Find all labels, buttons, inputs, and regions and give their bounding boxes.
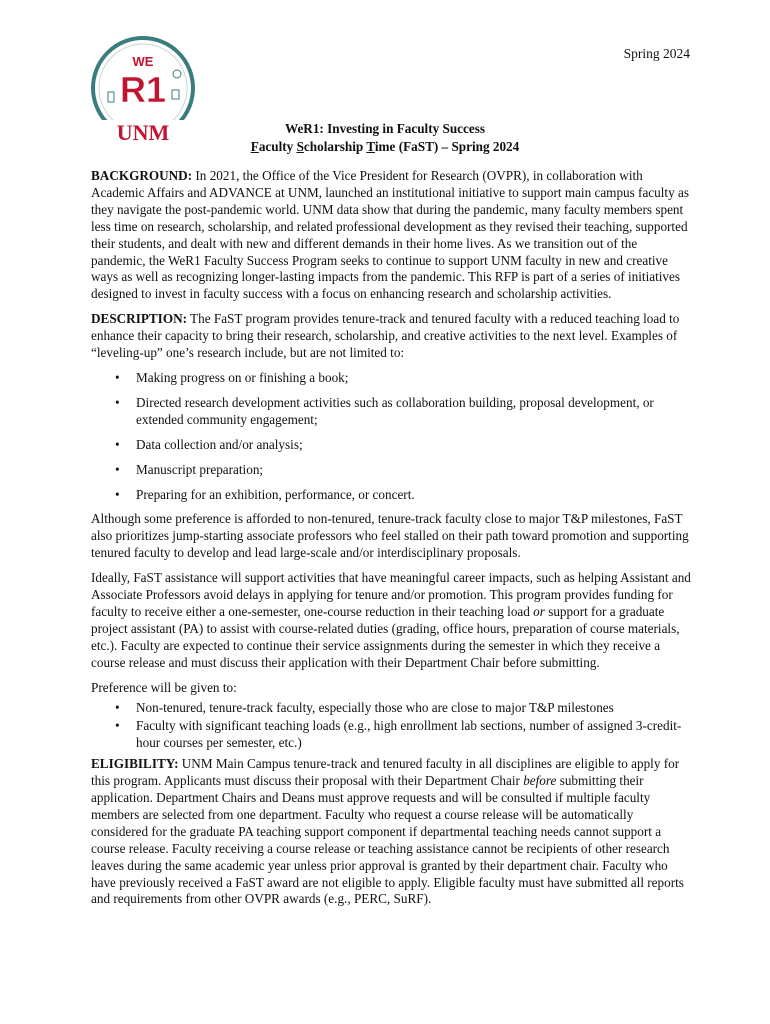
background-paragraph: BACKGROUND: In 2021, the Office of the Vice President for Research (OVPR), in collaboration with Academic Affairs and ADVANCE at UNM, launched an institutional initiative to support main campus faculty as they navigate the post-pandemic world. UNM data show that during the pandemic, many faculty members spent less time on research, scholarship, and related professional development as they revised their teaching, supported their students, and dealt with new and different demands in their home lives. As we transition out of the pandemic, the WeR1 Faculty Success Program seeks to continue to support UNM faculty in new and creative ways as well as recognizing longer-lasting impacts from the pandemic. This RFP is part of a series of initiatives designed to invest in faculty success with a focus on enhancing research and scholarship activities. (91, 168, 689, 302)
background-label: BACKGROUND: (91, 168, 193, 183)
list-item: • Making progress on or finishing a book; (91, 370, 691, 387)
title-line-1: WeR1: Investing in Faculty Success (284, 121, 485, 136)
list-item: • Directed research development activities such as collaboration building, proposal development, or extended community engagement; (91, 395, 691, 429)
list-item: • Non-tenured, tenure-track faculty, especially those who are close to major T&P milestones (91, 700, 691, 717)
title-line-2: Faculty Scholarship Time (FaST) – Spring 2024 (250, 139, 520, 154)
description-label: DESCRIPTION: (91, 311, 187, 327)
preference-note-paragraph: Although some preference is afforded to non-tenured, tenure-track faculty close to major T&P milestones, FaST also prioritizes jump-starting associate professors who feel stalled on their path toward promotion and supporting tenured faculty to develop and lead large-scale and/or interdisciplinary proposals. (91, 511, 689, 561)
description-bullet-list (91, 370, 691, 503)
logo-r1-text: R1 (119, 69, 167, 110)
list-item: • Preparing for an exhibition, performance, or concert. (91, 487, 691, 504)
description-paragraph: DESCRIPTION: The FaST program provides tenure-track and tenured faculty with a reduced teaching load to enhance their capacity to bring their research, scholarship, and creative activities to the next level. Examples of “leveling-up” one’s research include, but are not limited to: (91, 311, 680, 361)
preference-bullet-list (91, 700, 691, 752)
eligibility-label: ELIGIBILITY: (91, 756, 179, 772)
list-item: • Faculty with significant teaching loads (e.g., high enrollment lab sections, number of assigned 3-credit-hour courses per semester, etc.) (91, 718, 691, 752)
document-title-block (0, 120, 770, 156)
ideally-paragraph: Ideally, FaST assistance will support activities that have meaningful career impacts, such as helping Assistant and Associate Professors avoid delays in applying for tenure and/or promotion. This program provides funding for faculty to receive either a one-semester, one-course reduction in their teaching load or support for a graduate project assistant (PA) to assist with course-related duties (grading, office hours, preparation of course materials, etc.). Faculty are expected to continue their service assignments during the semester in which they receive a course release and must discuss their application with their Department Chair before submitting. (91, 570, 691, 670)
list-item: • Data collection and/or analysis; (91, 437, 691, 454)
preference-intro: Preference will be given to: (91, 679, 237, 695)
eligibility-paragraph: ELIGIBILITY: UNM Main Campus tenure-track and tenured faculty in all disciplines are eligible to apply for this program. Applicants must discuss their proposal with their Department Chair before submitting their application. Department Chairs and Deans must approve requests and will be consulted if multiple faculty members are selected from one department. Faculty who request a course release will be automatically considered for the graduate PA teaching support component if departmental teaching needs cannot support a course release. Faculty receiving a course release or teaching assistance cannot be recipients of other research leaves during the same academic year unless prior approval is granted by their department chair. Faculty who have previously received a FaST award are not eligible to apply. Eligible faculty must have submitted all reports and requirements from other OVPR awards (e.g., PERC, SuRF). (91, 756, 684, 907)
list-item: • Manuscript preparation; (91, 462, 691, 479)
logo-we-text: WE (132, 54, 154, 69)
logo-unm-text: UNM (116, 120, 170, 145)
document-date: Spring 2024 (623, 46, 690, 61)
document-body (91, 168, 691, 916)
